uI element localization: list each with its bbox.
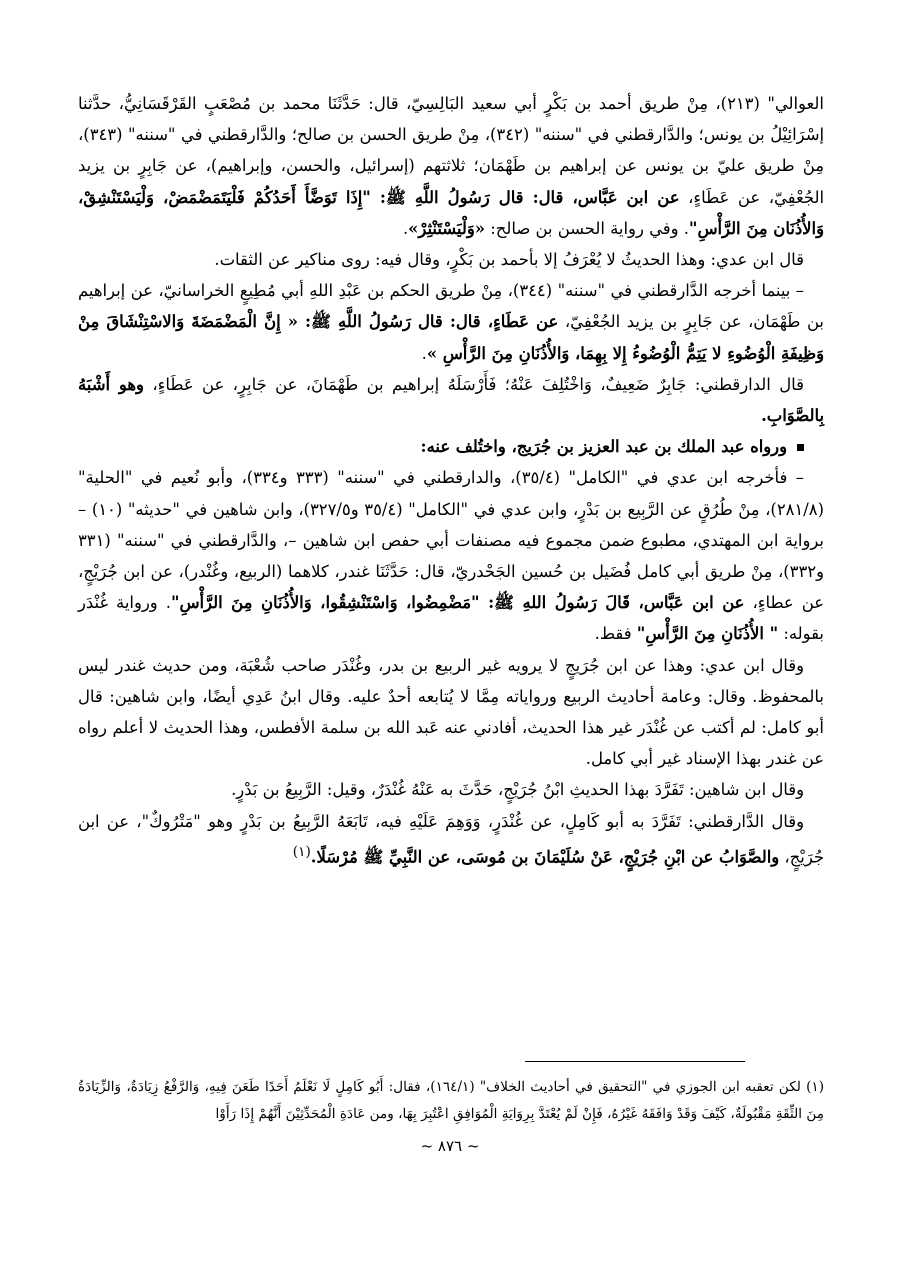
footnote-marker: (١) xyxy=(292,843,311,860)
hadith-text: عن ابن عَبَّاس، قال: قال رَسُولُ اللَّهِ ﷺ: "إِذَا تَوَضَّأَ أَحَدُكُمْ فَلْيَتَمَضْمَضْ، وَلْيَسْتَنْشِقْ، وَالأُذُنَان مِنَ الرَّأْسِ" xyxy=(78,187,824,238)
main-text xyxy=(78,88,824,873)
paragraph: – بينما أخرجه الدَّارقطني في "سننه" (٣٤٤)، مِنْ طريق الحكم بن عَبْدِ اللهِ أبي مُطِيعٍ الخراسانيّ، عن إبراهيم بن طَهْمَان، عن جَابِرٍ بن يزيد الجُعْفِيّ، عن عَطَاءٍ، قال: قال رَسُولُ اللَّهِ ﷺ: « إِنَّ الْمَضْمَضَةَ وَالاسْتِنْشَاقَ مِنْ وَظِيفَةِ الْوُضُوءِ لا يَتِمُّ الْوُضُوءُ إِلا بِهِمَا، وَالأُذُنَانِ مِنَ الرَّأْسِ ». xyxy=(78,281,824,363)
hadith-text: عن ابن عَبَّاس، قَالَ رَسُولُ اللهِ ﷺ: "مَضْمِضُوا، وَاسْتَنْشِقُوا، وَالأُذُنَانِ مِنَ الرَّأْسِ" xyxy=(170,593,745,613)
footnote-separator xyxy=(525,1061,745,1062)
paragraph: وقال ابن عدي: وهذا عن ابن جُرَيجٍ لا يرويه غير الربيع بن بدر، وغُنْدَر صاحب شُعْبَة، ومن حديث غندر ليس بالمحفوظ. وقال: وعامة أحاديث الربيع ورواياته مِمَّا لا يُتابعه أحدٌ عليه. وقال ابنُ عَدِي أيضًا، وابن شاهين: قال أبو كامل: لم أكتب عن غُنْدَر غير هذا الحديث، أفادني عنه عَبد الله بن سلمة الأفطس، وهذا الحديث لا أعلم رواه عن غندر بهذا الإسناد غير أبي كامل. xyxy=(78,655,824,769)
paragraph: وقال ابن شاهين: تَفَرَّدَ بهذا الحديثِ ابْنُ جُرَيْجٍ، حَدَّثَ به عَنْهُ غُنْدَرٌ، وقيل: الرَّبِيعُ بن بَدْرٍ. xyxy=(231,780,804,800)
page-number: ~ ٨٧٦ ~ xyxy=(420,1137,480,1155)
paragraph: العوالي" (٢١٣)، مِنْ طريق أحمد بن بَكْرٍ أبي سعيد البَالِسِيّ، قال: حَدَّثَنَا محمد بن مُصْعَبٍ القَرْقَسَانِيُّ، حدَّثنا إسْرَائِيْلُ بن يونس؛ والدَّارقطني في "سننه" (٣٤٢)، مِنْ طريق الحسن بن صالح؛ والدَّارقطني في "سننه" (٣٤٣)، مِنْ طريق عليّ بن يونس عن إبراهيم بن طَهْمَان؛ ثلاثتهم (إسرائيل، والحسن، وإبراهيم)، عن جَابِرٍ بن يزيد الجُعْفِيّ، عن عَطَاءٍ، عن ابن عَبَّاس، قال: قال رَسُولُ اللَّهِ ﷺ: "إِذَا تَوَضَّأَ أَحَدُكُمْ فَلْيَتَمَضْمَضْ، وَلْيَسْتَنْشِقْ، وَالأُذُنَان مِنَ الرَّأْسِ". وفي رواية الحسن بن صالح: «وَلْيَسْتَنْثِرْ». xyxy=(78,94,825,238)
footnote: (١) لكن تعقبه ابن الجوزي في "التحقيق في أحاديث الخلاف" (١٦٤/١)، فقال: أَبُو كَامِلٍ لَا نَعْلَمُ أَحَدًا طَعَنَ فِيهِ، وَالرَّفْعُ زِيَادَةٌ، وَالزِّيَادَةُ مِنَ الثِّقَةِ مَقْبُولَةٌ، كَيْفَ وَقَدْ وَافَقَهُ غَيْرُهُ، فَإِنْ لَمْ يُعْتَدَّ بِرِوَايَةِ الْمُوَافِقِ اعْتُبِرَ بِهَا، ومن عَادَةِ الْمُحَدِّثِيْنَ أَنَّهُمْ إِذَا رَأَوْا xyxy=(78,1079,824,1122)
square-bullet-icon xyxy=(797,444,804,451)
hadith-text: عن عَطَاءٍ، قال: قال رَسُولُ اللَّهِ ﷺ: « إِنَّ الْمَضْمَضَةَ وَالاسْتِنْشَاقَ مِنْ وَظِيفَةِ الْوُضُوءِ لا يَتِمُّ الْوُضُوءُ إِلا بِهِمَا، وَالأُذُنَانِ مِنَ الرَّأْسِ » xyxy=(78,312,824,363)
paragraph: وقال الدَّارقطني: تَفَرَّدَ به أبو كَامِلٍ، عن غُنْدَرٍ، وَوَهِمَ عَلَيْهِ فيه، تَابَعَهُ الرَّبِيعُ بن بَدْرٍ وهو "مَتْرُوكٌ"، عن ابن جُرَيْجٍ، والصَّوَابُ عن ابْنِ جُرَيْجٍ، عَنْ سُلَيْمَانَ بن مُوسَى، عن النَّبِيِّ ﷺ مُرْسَلًا.$^{(١)}$ xyxy=(78,811,824,867)
paragraph: – فأخرجه ابن عدي في "الكامل" (٣٥/٤)، والدارقطني في "سننه" (٣٣٣ و٣٣٤)، وأبو نُعيم في "الحلية" (٢٨١/٨)، مِنْ طُرُقٍ عن الرَّبِيع بن بَدْرٍ، وابن عدي في "الكامل" (٣٥/٤ و٣٢٧/٥)، وابن شاهين في "حديثه" (١٠) – برواية ابن المهتدي، مطبوع ضمن مجموع فيه مصنفات أبي حفص ابن شاهين –، والدَّارقطني في "سننه" (٣٣١ و٣٣٢)، مِنْ طريق أبي كامل فُضَيل بن حُسين الجَحْدريّ، قال: حَدَّثَنَا غندر، كلاهما (الربيع، وغُنْدر)، عن ابن جُرَيْجٍ، عن عطاءٍ، عن ابن عَبَّاس، قَالَ رَسُولُ اللهِ ﷺ: "مَضْمِضُوا، وَاسْتَنْشِقُوا، وَالأُذُنَانِ مِنَ الرَّأْسِ". ورواية غُنْدَر بقوله: " الأُذُنَانِ مِنَ الرَّأْسِ" فقط. xyxy=(78,468,824,644)
section-heading: ورواه عبد الملك بن عبد العزيز بن جُرَيج، واختُلف عنه: xyxy=(78,431,824,462)
hadith-text: «وَلْيَسْتَنْثِرْ» xyxy=(408,218,486,238)
paragraph: قال الدارقطني: جَابِرٌ ضَعِيفٌ، وَاخْتُلِفَ عَنْهُ؛ فَأَرْسَلَهُ إبراهيم بن طَهْمَانَ، عن جَابِرٍ، عن عَطَاءٍ، وهو أَشْبَهُ بِالصَّوَابِ. xyxy=(78,374,824,426)
paragraph: قال ابن عدي: وهذا الحديثُ لا يُعْرَفُ إلا بأحمد بن بَكْرٍ، وقال فيه: روى مناكير عن الثقات. xyxy=(214,250,804,270)
